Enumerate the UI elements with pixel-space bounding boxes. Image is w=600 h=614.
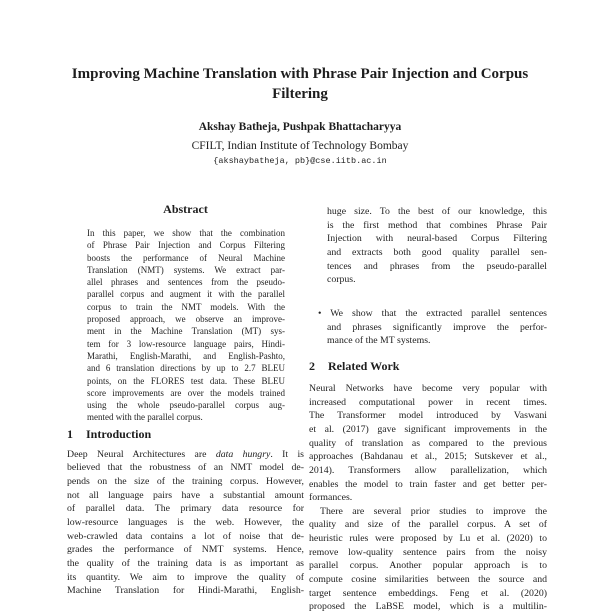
section-1-number: 1	[67, 426, 73, 441]
left-column	[67, 203, 304, 598]
section-2-title: Related Work	[328, 358, 400, 373]
section-2-heading	[309, 359, 547, 373]
bullet-item: • We show that the extracted parallel sentences and phrases significantly improve the perfor- mance of the MT systems.	[318, 307, 547, 347]
right-column	[309, 200, 547, 614]
paper-title: Improving Machine Translation with Phrase Pair Injection and Corpus Filtering	[71, 66, 529, 102]
section-2-number: 2	[309, 358, 315, 373]
email: {akshaybatheja, pb}@cse.iitb.ac.in	[213, 156, 387, 166]
section-1-heading	[67, 427, 304, 441]
bullet-continuation-text: huge size. To the best of our knowledge, this is the first method that combines Phrase Pair Injection with neural-based Corpus Filtering and extracts both good quality parallel sen- tences and phrases from the pseudo-parallel corpus.	[327, 206, 547, 286]
authors: Akshay Batheja, Pushpak Bhattacharyya	[198, 121, 402, 133]
abstract-heading: Abstract	[163, 202, 208, 216]
related-work-para-1: Neural Networks have become very popular with increased computational power in recent times. The Transformer model introduced by Vaswani et al. (2017) gave significant improvements in the quality of translation as compared to the previous approaches (Bahdanau et al., 2015; Sutskever et al., 2014). Transformers allow parallelization, which enables the model to train faster and get better per- formances.	[309, 382, 547, 504]
section-1-title: Introduction	[86, 426, 152, 441]
related-work-para-2: There are several prior studies to improve the quality and size of the parallel corpus. A set of heuristic rules were proposed by Lu et al. (2020) to remove low-quality sentence pairs from the noisy parallel corpus. Another popular approach is to compute cosine similarities between the source and target sentence embeddings. Feng et al. (2020) proposed the LaBSE model, which is a multilin-	[309, 505, 547, 613]
affiliation: CFILT, Indian Institute of Technology Bombay	[191, 140, 409, 152]
abstract-text: In this paper, we show that the combination of Phrase Pair Injection and Corpus Filtering boosts the performance of Neural Machine Translation (NMT) systems. We extract par- allel phrases and sentences from the pseudo- parallel corpus and augment it with the parallel corpus to train the NMT models. With the proposed approach, we observe an improve- ment in the Machine Translation (MT) sys- tem for 3 low-resource language pairs, Hindi- Marathi, English-Marathi, and English-Pashto, and 6 translation directions by up to 2.7 BLEU points, on the FLORES test data. These BLEU score improvements are over the models trained using the whole pseudo-parallel corpus aug- mented with the parallel corpus.	[87, 228, 285, 423]
introduction-text: Deep Neural Architectures are data hungry. It is believed that the robustness of an NMT model de- pends on the size of the training corpus. However, not all language pairs have a substantial amount of parallel data. The primary data resource for low-resource languages is the web. However, the web-crawled data contains a lot of noise that de- grades the performance of NMT systems. Hence, the quality of the training data is as important as its quantity. We aim to improve the quality of Machine Translation for Hindi-Marathi, English-	[67, 448, 304, 597]
